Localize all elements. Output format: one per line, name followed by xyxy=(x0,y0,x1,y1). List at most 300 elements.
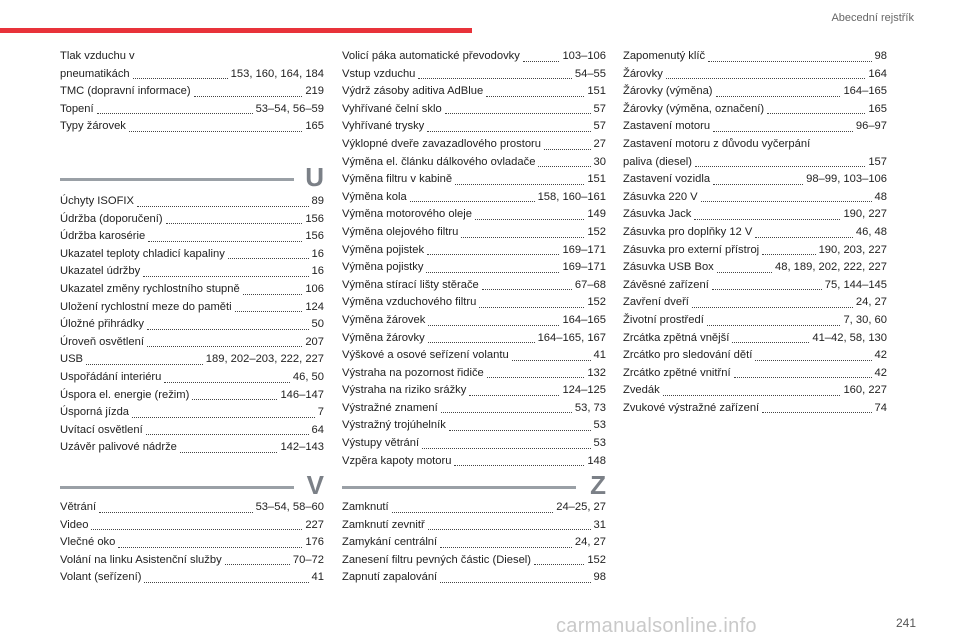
index-entry-pages[interactable]: 16 xyxy=(311,247,324,260)
index-entry-term: Výměna kola xyxy=(342,190,407,203)
section-header-u xyxy=(60,162,324,196)
index-entry-pages[interactable]: 89 xyxy=(311,195,324,207)
index-entry-pages[interactable]: 148 xyxy=(587,454,606,467)
dot-leader xyxy=(441,411,572,413)
dot-leader xyxy=(143,275,308,277)
index-entry xyxy=(623,312,887,330)
dot-leader xyxy=(701,200,872,202)
index-entry xyxy=(623,101,887,119)
dot-leader xyxy=(695,165,865,167)
index-entry-pages[interactable]: 41–42, 58, 130 xyxy=(812,331,887,344)
index-entry-term: Zásuvka Jack xyxy=(623,208,692,221)
index-entry-pages[interactable]: 165 xyxy=(868,102,887,115)
index-entry-pages[interactable]: 53–54, 58–60 xyxy=(255,501,324,513)
index-entry-term: Výstupy větrání xyxy=(342,437,420,450)
index-entry xyxy=(342,347,606,365)
index-entry xyxy=(623,224,887,242)
dot-leader xyxy=(755,236,853,238)
index-entry-pages[interactable]: 132 xyxy=(587,366,606,379)
index-entry xyxy=(60,422,324,440)
index-entry-term: Výměna motorového oleje xyxy=(342,208,472,221)
index-entry-term: Zastavení motoru xyxy=(623,120,711,133)
index-entry-pages[interactable]: 74 xyxy=(874,401,887,414)
index-entry-term: USB xyxy=(60,353,84,366)
index-entry xyxy=(623,330,887,348)
index-entry-pages[interactable]: 190, 227 xyxy=(843,208,887,221)
dot-leader xyxy=(708,60,871,62)
dot-leader xyxy=(479,306,584,308)
index-entry-term: Zvedák xyxy=(623,384,660,397)
dot-leader xyxy=(440,546,572,548)
index-entry-term: Uspořádání interiéru xyxy=(60,370,162,383)
index-entry-term: Zastavení motoru z důvodu vyčerpání xyxy=(623,137,811,150)
index-entry xyxy=(342,453,606,471)
index-entry-term: Životní prostředí xyxy=(623,313,704,326)
index-entry-term: Ukazatel teploty chladicí kapaliny xyxy=(60,247,225,260)
dot-leader xyxy=(523,60,560,62)
index-entry xyxy=(60,334,324,352)
index-entry-pages[interactable]: 152 xyxy=(587,225,606,238)
dot-leader xyxy=(428,341,535,343)
index-entry xyxy=(60,316,324,334)
index-entry-term: Zamknutí zevnitř xyxy=(342,518,425,531)
index-entry-term: Zanesení filtru pevných částic (Diesel) xyxy=(342,553,532,566)
index-entry-pages[interactable]: 30 xyxy=(593,155,606,168)
index-entry xyxy=(342,101,606,119)
index-entry xyxy=(342,83,606,101)
index-entry-term: Vstup vzduchu xyxy=(342,67,416,80)
index-entry-term: Zapomenutý klíč xyxy=(623,50,706,62)
dot-leader xyxy=(166,222,303,224)
dot-leader xyxy=(410,200,535,202)
index-entry xyxy=(342,224,606,242)
index-entry-term: Zrcátko pro sledování dětí xyxy=(623,349,753,362)
index-entry xyxy=(60,369,324,387)
index-entry-term: Zamknutí xyxy=(342,501,389,513)
dot-leader xyxy=(544,148,591,150)
index-entry-term: Uložení rychlostní meze do paměti xyxy=(60,300,232,313)
dot-leader xyxy=(147,345,302,347)
dot-leader xyxy=(428,528,591,530)
index-entry xyxy=(342,382,606,400)
index-entry-term: Vyhřívané trysky xyxy=(342,120,425,133)
dot-leader xyxy=(86,363,203,365)
index-entry-pages[interactable]: 164–165, 167 xyxy=(537,331,606,344)
index-entry xyxy=(342,189,606,207)
index-entry-pages[interactable]: 27 xyxy=(593,137,606,150)
index-entry-term: Zapnutí zapalování xyxy=(342,571,438,584)
index-entry-term: Výklopné dveře zavazadlového prostoru xyxy=(342,137,542,150)
dot-leader xyxy=(146,433,309,435)
index-entry xyxy=(623,83,887,101)
index-entry-pages[interactable]: 7, 30, 60 xyxy=(843,313,887,326)
dot-leader xyxy=(148,240,302,242)
dot-leader xyxy=(732,341,809,343)
index-entry-pages[interactable]: 70–72 xyxy=(292,553,324,566)
index-entry-term: Výměna vzduchového filtru xyxy=(342,296,477,309)
index-entry-pages[interactable]: 41 xyxy=(593,349,606,362)
index-section-v xyxy=(60,499,324,587)
dot-leader xyxy=(180,451,278,453)
index-section-z xyxy=(342,499,606,587)
index-entry xyxy=(60,263,324,281)
index-entry xyxy=(342,435,606,453)
dot-leader xyxy=(713,183,803,185)
index-entry-pages[interactable]: 146–147 xyxy=(280,388,324,401)
index-entry-term: Volání na linku Asistenční služby xyxy=(60,553,222,566)
dot-leader xyxy=(91,528,302,530)
index-entry-term: Zrcátko zpětné vnitřní xyxy=(623,366,731,379)
dot-leader xyxy=(440,581,590,583)
index-entry-term: Výstraha na riziko srážky xyxy=(342,384,467,397)
index-entry-pages[interactable]: 190, 203, 227 xyxy=(818,243,887,256)
index-entry-term: Úsporná jízda xyxy=(60,406,130,419)
index-entry-term: Výměna el. článku dálkového ovladače xyxy=(342,155,536,168)
index-entry-pages[interactable]: 42 xyxy=(874,349,887,362)
index-entry-term: Výměna pojistky xyxy=(342,261,424,274)
dot-leader xyxy=(487,376,585,378)
index-entry xyxy=(342,206,606,224)
index-entry xyxy=(623,206,887,224)
index-entry xyxy=(60,101,324,119)
index-entry-pages[interactable]: 176 xyxy=(305,536,324,549)
index-entry-term: Výstraha na pozornost řidiče xyxy=(342,366,484,379)
dot-leader xyxy=(767,112,865,114)
dot-leader xyxy=(235,310,303,312)
dot-leader xyxy=(129,130,302,132)
index-entry xyxy=(60,48,324,66)
dot-leader xyxy=(225,563,290,565)
index-entry xyxy=(60,351,324,369)
section-letter: Z xyxy=(590,470,606,500)
index-entry-pages[interactable]: 106 xyxy=(305,282,324,295)
index-entry-pages[interactable]: 64 xyxy=(311,423,324,436)
index-entry-pages[interactable]: 164 xyxy=(868,67,887,80)
dot-leader xyxy=(427,130,590,132)
index-entry xyxy=(623,242,887,260)
index-entry xyxy=(60,228,324,246)
index-entry-pages[interactable]: 160, 227 xyxy=(843,384,887,397)
index-entry-term: Zrcátka zpětná vnější xyxy=(623,331,730,344)
index-entry xyxy=(342,330,606,348)
index-entry-pages[interactable]: 57 xyxy=(593,102,606,115)
index-entry xyxy=(623,382,887,400)
section-letter: V xyxy=(306,470,324,500)
index-entry xyxy=(342,154,606,172)
dot-leader xyxy=(512,359,591,361)
index-entry xyxy=(342,534,606,552)
dot-leader xyxy=(243,293,303,295)
index-entry xyxy=(60,83,324,101)
page-number: 241 xyxy=(895,616,916,630)
dot-leader xyxy=(534,563,584,565)
index-entry xyxy=(60,118,324,136)
index-entry-pages[interactable]: 98–99, 103–106 xyxy=(806,173,887,186)
index-entry xyxy=(342,136,606,154)
index-entry-pages[interactable]: 151 xyxy=(587,85,606,98)
index-entry-term: Uvítací osvětlení xyxy=(60,423,143,436)
dot-leader xyxy=(762,253,815,255)
dot-leader xyxy=(428,324,559,326)
accent-bar xyxy=(0,28,472,33)
index-entry-term: Výškové a osové seřízení volantu xyxy=(342,349,509,362)
index-entry-term: Ukazatel změny rychlostního stupně xyxy=(60,282,240,295)
index-entry-pages[interactable]: 46, 48 xyxy=(855,225,887,238)
index-entry-term: Tlak vzduchu v xyxy=(60,50,135,62)
index-entry-pages[interactable]: 53–54, 56–59 xyxy=(255,102,324,115)
index-entry-term: Závěsné zařízení xyxy=(623,278,709,291)
index-entry xyxy=(342,417,606,435)
index-entry-pages[interactable]: 169–171 xyxy=(562,261,606,274)
index-entry-pages[interactable]: 48 xyxy=(874,190,887,203)
index-entry xyxy=(342,517,606,535)
index-entry xyxy=(60,387,324,405)
index-entry xyxy=(342,171,606,189)
index-entry xyxy=(342,66,606,84)
dot-leader xyxy=(118,546,302,548)
index-entry-term: Zvukové výstražné zařízení xyxy=(623,401,760,414)
dot-leader xyxy=(694,218,840,220)
index-entry xyxy=(623,66,887,84)
index-entry-term: Výměna žárovek xyxy=(342,313,426,326)
index-entry-pages[interactable]: 157 xyxy=(868,155,887,168)
index-entry xyxy=(60,66,324,84)
dot-leader xyxy=(713,130,853,132)
dot-leader xyxy=(133,77,228,79)
index-entry-pages[interactable]: 124 xyxy=(305,300,324,313)
index-entry xyxy=(60,211,324,229)
dot-leader xyxy=(712,288,822,290)
index-column-2-top xyxy=(342,48,606,470)
index-entry xyxy=(60,404,324,422)
index-entry xyxy=(342,312,606,330)
index-entry-pages[interactable]: 124–125 xyxy=(562,384,606,397)
index-entry-term: Vyhřívané čelní sklo xyxy=(342,102,442,115)
index-entry-pages[interactable]: 42 xyxy=(874,366,887,379)
index-entry-pages[interactable]: 189, 202–203, 222, 227 xyxy=(205,353,324,366)
index-entry-term: Zamykání centrální xyxy=(342,536,438,549)
index-entry-pages[interactable]: 53 xyxy=(593,419,606,432)
index-entry-term: Uzávěr palivové nádrže xyxy=(60,441,177,454)
index-column-1-top xyxy=(60,48,324,136)
index-entry-term: Údržba karosérie xyxy=(60,230,146,243)
index-entry-pages[interactable]: 54–55 xyxy=(574,67,606,80)
dot-leader xyxy=(99,511,252,513)
index-entry-pages[interactable]: 149 xyxy=(587,208,606,221)
index-entry xyxy=(623,48,887,66)
dot-leader xyxy=(426,271,559,273)
section-divider xyxy=(342,486,576,489)
dot-leader xyxy=(454,464,584,466)
index-entry-term: Zásuvka USB Box xyxy=(623,261,714,274)
dot-leader xyxy=(392,511,554,513)
index-entry-term: Výměna filtru v kabině xyxy=(342,173,453,186)
dot-leader xyxy=(692,306,853,308)
index-entry-term: Žárovky (výměna) xyxy=(623,85,713,98)
index-entry-pages[interactable]: 152 xyxy=(587,296,606,309)
index-entry-pages[interactable]: 24–25, 27 xyxy=(556,501,606,513)
index-entry-pages[interactable]: 103–106 xyxy=(562,50,606,62)
index-entry-pages[interactable]: 156 xyxy=(305,230,324,243)
index-entry-term: Výdrž zásoby aditiva AdBlue xyxy=(342,85,484,98)
index-entry-pages[interactable]: 164–165 xyxy=(843,85,887,98)
index-entry-term: Topení xyxy=(60,102,94,115)
index-entry xyxy=(623,259,887,277)
index-entry-pages[interactable]: 158, 160–161 xyxy=(537,190,606,203)
index-entry xyxy=(60,517,324,535)
index-entry-pages[interactable]: 98 xyxy=(874,50,887,62)
index-entry-term: Žárovky xyxy=(623,67,663,80)
index-entry-term: TMC (dopravní informace) xyxy=(60,85,191,98)
index-entry xyxy=(623,277,887,295)
dot-leader xyxy=(461,236,584,238)
index-entry xyxy=(342,294,606,312)
index-entry-term: Zásuvka pro externí přístroj xyxy=(623,243,760,256)
index-entry xyxy=(60,246,324,264)
index-entry-pages[interactable]: 98 xyxy=(593,571,606,584)
dot-leader xyxy=(469,394,559,396)
index-entry xyxy=(60,193,324,211)
dot-leader xyxy=(482,288,572,290)
index-entry-term: Zastavení vozidla xyxy=(623,173,711,186)
index-entry xyxy=(623,136,887,154)
index-entry-pages[interactable]: 75, 144–145 xyxy=(824,278,887,291)
index-entry-term: Zásuvka 220 V xyxy=(623,190,698,203)
index-entry xyxy=(60,569,324,587)
index-entry xyxy=(342,569,606,587)
index-entry-term: Zavření dveří xyxy=(623,296,689,309)
index-entry-pages[interactable]: 164–165 xyxy=(562,313,606,326)
index-entry-term: Volicí páka automatické převodovky xyxy=(342,50,520,62)
index-entry-term: Úchyty ISOFIX xyxy=(60,195,134,207)
index-entry-pages[interactable]: 16 xyxy=(311,265,324,278)
index-entry xyxy=(60,281,324,299)
section-divider xyxy=(60,486,294,489)
index-entry-pages[interactable]: 50 xyxy=(311,318,324,331)
index-entry-term: Typy žárovek xyxy=(60,120,126,133)
dot-leader xyxy=(194,95,303,97)
index-entry-pages[interactable]: 41 xyxy=(311,571,324,584)
index-entry-term: Výstražný trojúhelník xyxy=(342,419,446,432)
dot-leader xyxy=(755,359,871,361)
index-entry-term: Výměna stírací lišty stěrače xyxy=(342,278,479,291)
index-entry-term: Vlečné oko xyxy=(60,536,116,549)
dot-leader xyxy=(666,77,866,79)
dot-leader xyxy=(228,257,309,259)
index-entry xyxy=(342,118,606,136)
dot-leader xyxy=(449,429,591,431)
index-entry-pages[interactable]: 53, 73 xyxy=(574,401,606,414)
index-entry xyxy=(342,259,606,277)
index-entry-pages[interactable]: 67–68 xyxy=(574,278,606,291)
index-entry xyxy=(342,552,606,570)
dot-leader xyxy=(455,183,584,185)
index-entry-pages[interactable]: 153, 160, 164, 184 xyxy=(230,67,324,80)
index-entry-term: Ukazatel údržby xyxy=(60,265,141,278)
index-entry xyxy=(60,499,324,517)
index-entry-pages[interactable]: 156 xyxy=(305,212,324,225)
index-entry-pages[interactable]: 24, 27 xyxy=(855,296,887,309)
index-entry xyxy=(60,552,324,570)
dot-leader xyxy=(707,324,841,326)
index-entry-term: Žárovky (výměna, označení) xyxy=(623,102,765,115)
index-entry xyxy=(342,499,606,517)
index-entry xyxy=(623,154,887,172)
index-entry-term: Zásuvka pro doplňky 12 V xyxy=(623,225,753,238)
index-entry-pages[interactable]: 169–171 xyxy=(562,243,606,256)
dot-leader xyxy=(663,394,841,396)
index-entry-term: Výměna žárovky xyxy=(342,331,425,344)
dot-leader xyxy=(445,112,591,114)
dot-leader xyxy=(538,165,590,167)
index-entry-pages[interactable]: 31 xyxy=(593,518,606,531)
watermark: carmanualsonline.info xyxy=(556,615,757,637)
index-entry-pages[interactable]: 219 xyxy=(305,85,324,98)
index-entry xyxy=(60,299,324,317)
index-entry-pages[interactable]: 151 xyxy=(587,173,606,186)
dot-leader xyxy=(762,411,871,413)
dot-leader xyxy=(147,328,309,330)
dot-leader xyxy=(716,95,841,97)
index-entry-pages[interactable]: 96–97 xyxy=(855,120,887,133)
dot-leader xyxy=(717,271,772,273)
dot-leader xyxy=(137,205,309,207)
index-entry-term: Úložné přihrádky xyxy=(60,318,144,331)
index-entry-pages[interactable]: 57 xyxy=(593,120,606,133)
index-entry-pages[interactable]: 227 xyxy=(305,518,324,531)
dot-leader xyxy=(734,376,872,378)
index-entry xyxy=(60,439,324,457)
dot-leader xyxy=(132,416,315,418)
index-entry-pages[interactable]: 53 xyxy=(593,437,606,450)
index-entry-pages[interactable]: 24, 27 xyxy=(574,536,606,549)
dot-leader xyxy=(422,447,590,449)
dot-leader xyxy=(475,218,584,220)
index-entry-term: Výměna pojistek xyxy=(342,243,425,256)
index-entry-term: Úroveň osvětlení xyxy=(60,335,144,348)
index-entry-pages[interactable]: 165 xyxy=(305,120,324,133)
index-entry xyxy=(342,242,606,260)
dot-leader xyxy=(192,398,277,400)
index-entry xyxy=(623,365,887,383)
index-entry-pages[interactable]: 7 xyxy=(317,406,324,419)
index-entry xyxy=(623,189,887,207)
index-entry xyxy=(342,365,606,383)
index-entry xyxy=(342,48,606,66)
index-entry-term: Video xyxy=(60,518,89,531)
section-letter: U xyxy=(305,162,324,192)
index-section-u xyxy=(60,193,324,457)
index-entry-term: Větrání xyxy=(60,501,97,513)
index-entry-pages[interactable]: 46, 50 xyxy=(292,370,324,383)
index-entry xyxy=(342,400,606,418)
index-entry-term: pneumatikách xyxy=(60,67,130,80)
dot-leader xyxy=(427,253,559,255)
index-entry-term: Výstražné znamení xyxy=(342,401,438,414)
index-entry-pages[interactable]: 152 xyxy=(587,553,606,566)
index-entry-term: Úspora el. energie (režim) xyxy=(60,388,190,401)
section-divider xyxy=(60,178,294,181)
index-entry xyxy=(60,534,324,552)
index-entry xyxy=(623,118,887,136)
index-entry-pages[interactable]: 142–143 xyxy=(280,441,324,454)
dot-leader xyxy=(97,112,253,114)
index-entry-term: Volant (seřízení) xyxy=(60,571,142,584)
index-entry-pages[interactable]: 207 xyxy=(305,335,324,348)
index-entry xyxy=(342,277,606,295)
index-entry-pages[interactable]: 48, 189, 202, 222, 227 xyxy=(775,261,887,274)
index-entry xyxy=(623,171,887,189)
